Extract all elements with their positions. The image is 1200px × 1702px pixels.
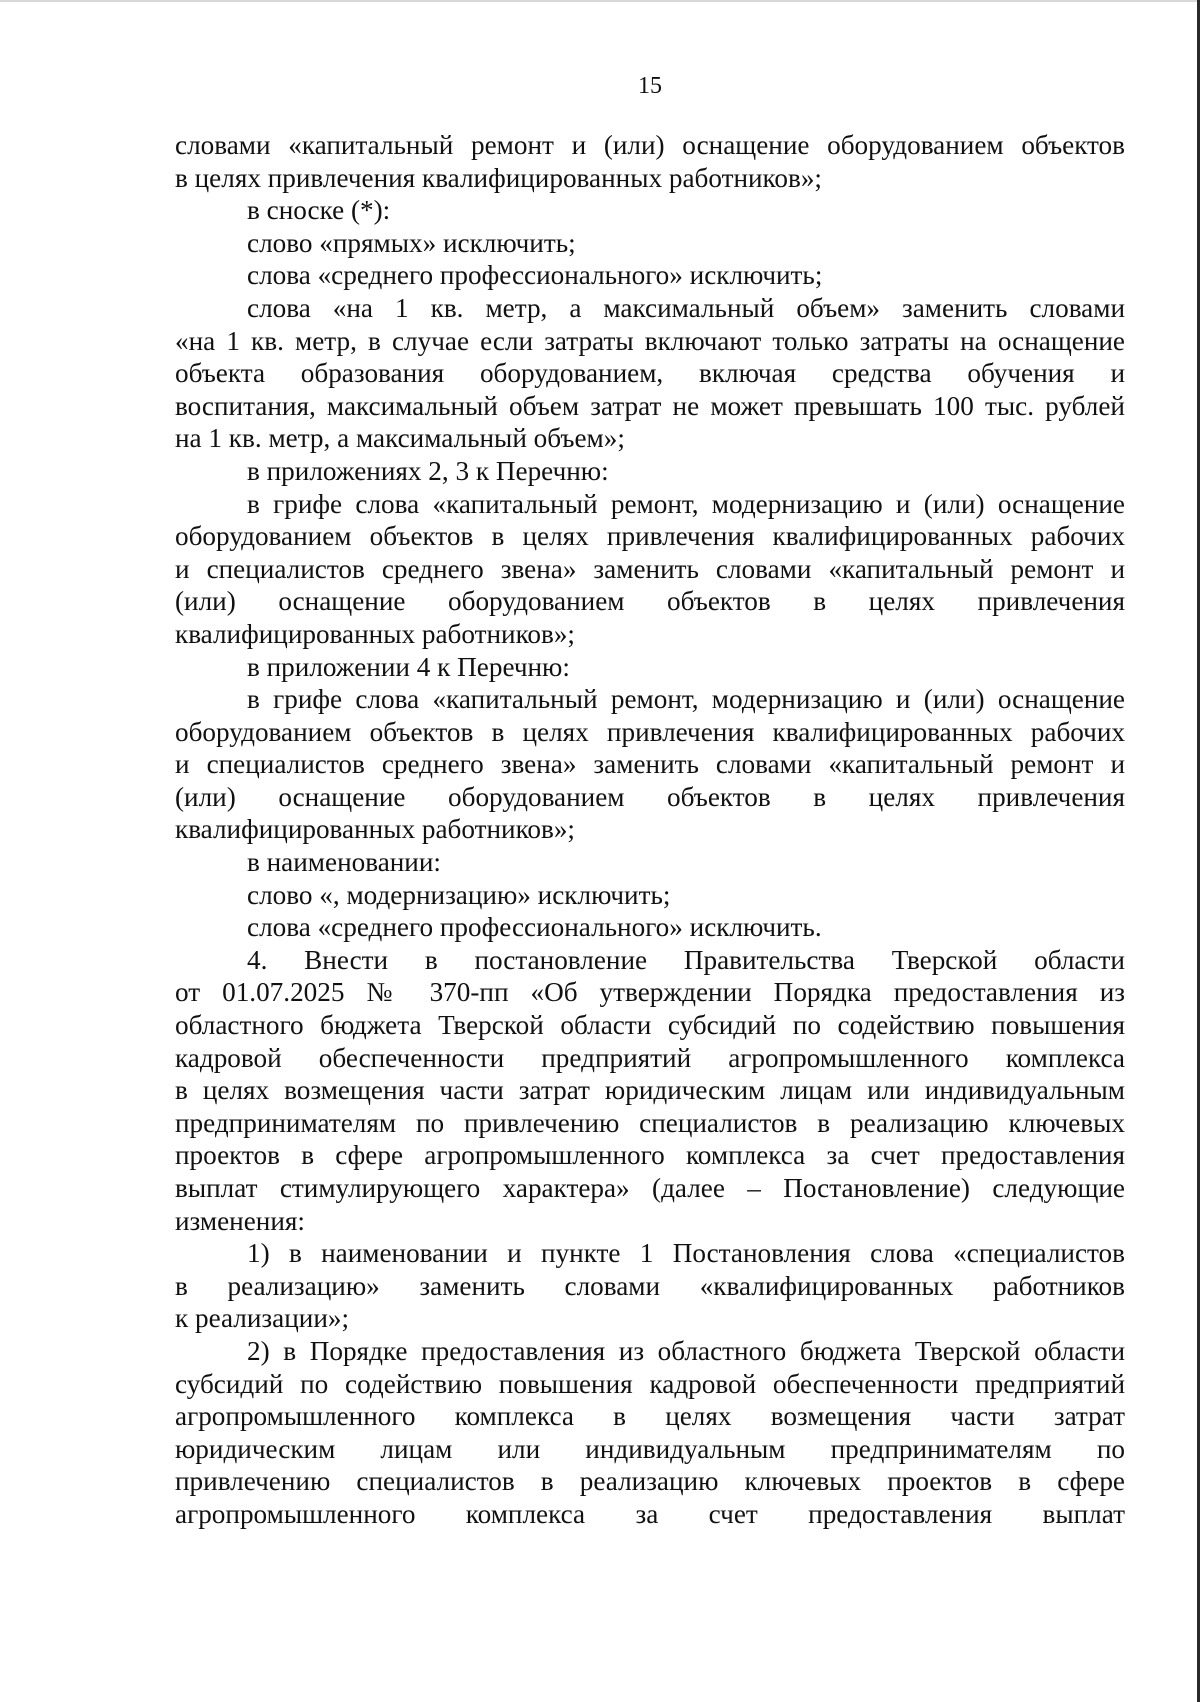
document-body <box>175 129 1125 1531</box>
text-line: оборудованием объектов в целях привлечения квалифицированных рабочих <box>175 521 1125 552</box>
text-line: квалифицированных работников»; <box>175 618 575 649</box>
text-line: (или) оснащение оборудованием объектов в целях привлечения <box>175 586 1125 617</box>
text-line: субсидий по содействию повышения кадровой обеспеченности предприятий <box>175 1368 1125 1399</box>
text-line: в приложении 4 к Перечню: <box>247 651 570 682</box>
text-line: проектов в сфере агропромышленного комплекса за счет предоставления <box>175 1140 1125 1171</box>
text-line: слова «среднего профессионального» исключить. <box>247 912 822 943</box>
text-line: объекта образования оборудованием, включая средства обучения и <box>175 358 1125 389</box>
text-line: юридическим лицам или индивидуальным предпринимателям по <box>175 1433 1125 1464</box>
text-line: в сноске (*): <box>247 195 391 226</box>
text-line: словами «капитальный ремонт и (или) оснащение оборудованием объектов <box>175 130 1125 160</box>
scan-edge-top <box>0 0 1200 2</box>
text-line: и специалистов среднего звена» заменить словами «капитальный ремонт и <box>175 553 1125 584</box>
text-line: 4. Внести в постановление Правительства Тверской области <box>247 944 1125 975</box>
text-line: агропромышленного комплекса в целях возмещения части затрат <box>175 1401 1125 1432</box>
text-line: предпринимателям по привлечению специалистов в реализацию ключевых <box>175 1107 1125 1138</box>
text-line: «на 1 кв. метр, в случае если затраты включают только затраты на оснащение <box>175 325 1125 356</box>
text-line: квалифицированных работников»; <box>175 814 575 845</box>
text-line: слово «, модернизацию» исключить; <box>247 879 671 910</box>
text-line: в целях возмещения части затрат юридическим лицам или индивидуальным <box>175 1075 1125 1106</box>
text-line: областного бюджета Тверской области субсидий по содействию повышения <box>175 1010 1125 1041</box>
text-line: воспитания, максимальный объем затрат не может превышать 100 тыс. рублей <box>175 390 1125 421</box>
text-line: на 1 кв. метр, а максимальный объем»; <box>175 423 625 454</box>
text-line: кадровой обеспеченности предприятий агропромышленного комплекса <box>175 1042 1125 1073</box>
text-line: 2) в Порядке предоставления из областного бюджета Тверской области <box>247 1335 1125 1366</box>
text-line: в реализацию» заменить словами «квалифицированных работников <box>175 1270 1125 1301</box>
text-line: выплат стимулирующего характера» (далее – Постановление) следующие <box>175 1173 1125 1203</box>
text-line: и специалистов среднего звена» заменить словами «капитальный ремонт и <box>175 749 1125 780</box>
text-line: в грифе слова «капитальный ремонт, модернизацию и (или) оснащение <box>247 684 1125 715</box>
text-line: в наименовании: <box>247 847 441 878</box>
page-number: 15 <box>638 73 662 99</box>
text-line: к реализации»; <box>175 1303 350 1334</box>
text-line: слова «среднего профессионального» исключить; <box>247 260 823 291</box>
text-line: в приложениях 2, 3 к Перечню: <box>247 455 609 486</box>
text-line: привлечению специалистов в реализацию ключевых проектов в сфере <box>175 1466 1125 1497</box>
text-line: агропромышленного комплекса за счет предоставления выплат <box>175 1498 1125 1529</box>
text-line: от 01.07.2025 № 370-пп «Об утверждении Порядка предоставления из <box>175 977 1125 1008</box>
text-line: изменения: <box>175 1205 305 1236</box>
text-line: (или) оснащение оборудованием объектов в целях привлечения <box>175 781 1125 812</box>
text-line: оборудованием объектов в целях привлечения квалифицированных рабочих <box>175 716 1125 747</box>
text-line: слово «прямых» исключить; <box>247 227 576 258</box>
text-line: в грифе слова «капитальный ремонт, модернизацию и (или) оснащение <box>247 488 1125 519</box>
text-line: в целях привлечения квалифицированных работников»; <box>175 162 822 193</box>
text-line: слова «на 1 кв. метр, а максимальный объем» заменить словами <box>247 292 1125 323</box>
text-line: 1) в наименовании и пункте 1 Постановления слова «специалистов <box>247 1238 1125 1269</box>
